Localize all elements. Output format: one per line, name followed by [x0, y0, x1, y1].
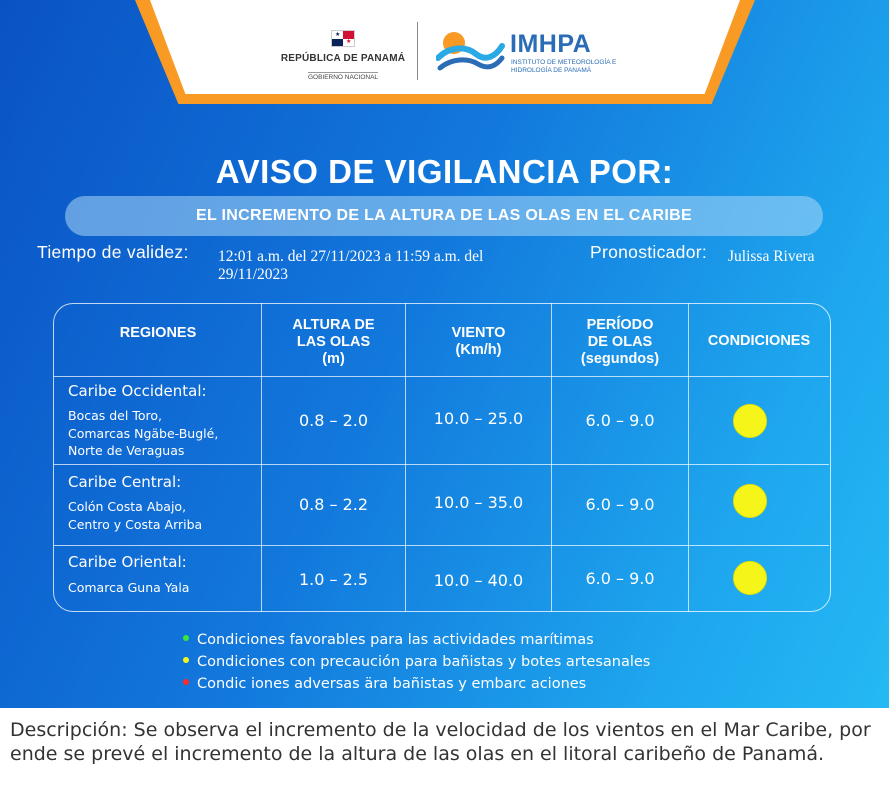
wave-period-cell: 6.0 – 9.0	[585, 495, 655, 514]
wave-height-cell: 1.0 – 2.5	[298, 570, 369, 589]
condition-yellow-dot	[733, 404, 767, 438]
validity-line-2: 29/11/2023	[218, 266, 289, 283]
green-dot-icon	[183, 635, 189, 641]
region-name: Caribe Occidental:	[68, 382, 207, 400]
header-wind: VIENTO (Km/h)	[451, 325, 506, 358]
condition-yellow-dot	[733, 484, 767, 518]
red-dot-icon	[183, 679, 189, 685]
imhpa-subtitle: INSTITUTO DE METEOROLOGÍA E HIDROLOGÍA DE PANAMÁ	[511, 59, 617, 74]
header-wave-height: ALTURA DE LAS OLAS (m)	[292, 317, 375, 367]
region-areas: Colón Costa Abajo, Centro y Costa Arriba	[68, 499, 203, 532]
header-regions: REGIONES	[119, 325, 197, 341]
wave-period-cell: 6.0 – 9.0	[585, 569, 655, 588]
legend-adverse: Condic iones adversas ära bañistas y embarc aciones	[183, 676, 586, 692]
panama-flag-icon: ★ ★	[331, 30, 355, 47]
wave-height-cell: 0.8 – 2.0	[298, 411, 369, 430]
yellow-dot-icon	[183, 657, 189, 663]
region-areas: Bocas del Toro, Comarcas Ngäbe-Buglé, Norte de Veraguas	[68, 408, 219, 458]
warning-subtitle: EL INCREMENTO DE LA ALTURA DE LAS OLAS EN EL CARIBE	[196, 207, 692, 224]
header-wave-period: PERÍODO DE OLAS (segundos)	[580, 317, 660, 367]
wind-cell: 10.0 – 40.0	[433, 571, 524, 590]
legend-caution: Condiciones con precaución para bañistas y botes artesanales	[183, 654, 650, 670]
validity-line-1: 12:01 a.m. del 27/11/2023 a 11:59 a.m. del	[218, 248, 484, 265]
legend-favorable: Condiciones favorables para las actividades marítimas	[183, 632, 594, 648]
forecaster-name: Julissa Rivera	[728, 248, 815, 265]
wind-cell: 10.0 – 35.0	[433, 493, 524, 512]
forecaster-label: Pronosticador:	[590, 242, 708, 262]
region-name: Caribe Oriental:	[68, 553, 187, 571]
validity-label: Tiempo de validez:	[37, 242, 189, 262]
wind-cell: 10.0 – 25.0	[433, 409, 524, 428]
logo-divider	[417, 22, 418, 80]
imhpa-wave-sun-icon	[436, 28, 506, 76]
region-areas: Comarca Guna Yala	[68, 580, 190, 595]
wave-height-cell: 0.8 – 2.2	[298, 495, 369, 514]
gov-subtitle: GOBIERNO NACIONAL	[307, 74, 379, 81]
wave-period-cell: 6.0 – 9.0	[585, 411, 655, 430]
warning-title: AVISO DE VIGILANCIA POR:	[215, 153, 674, 190]
gov-title: REPÚBLICA DE PANAMÁ	[280, 53, 406, 64]
imhpa-name: IMHPA	[510, 30, 592, 58]
region-name: Caribe Central:	[68, 473, 182, 491]
panama-government-logo	[278, 30, 408, 83]
header-conditions: CONDICIONES	[707, 333, 811, 349]
description-text: Descripción: Se observa el incremento de la velocidad de los vientos en el Mar Caribe, por ende se prevé el incremento de la altura de las olas en el litoral caribeño de Panamá.	[10, 719, 871, 765]
condition-yellow-dot	[733, 561, 767, 595]
